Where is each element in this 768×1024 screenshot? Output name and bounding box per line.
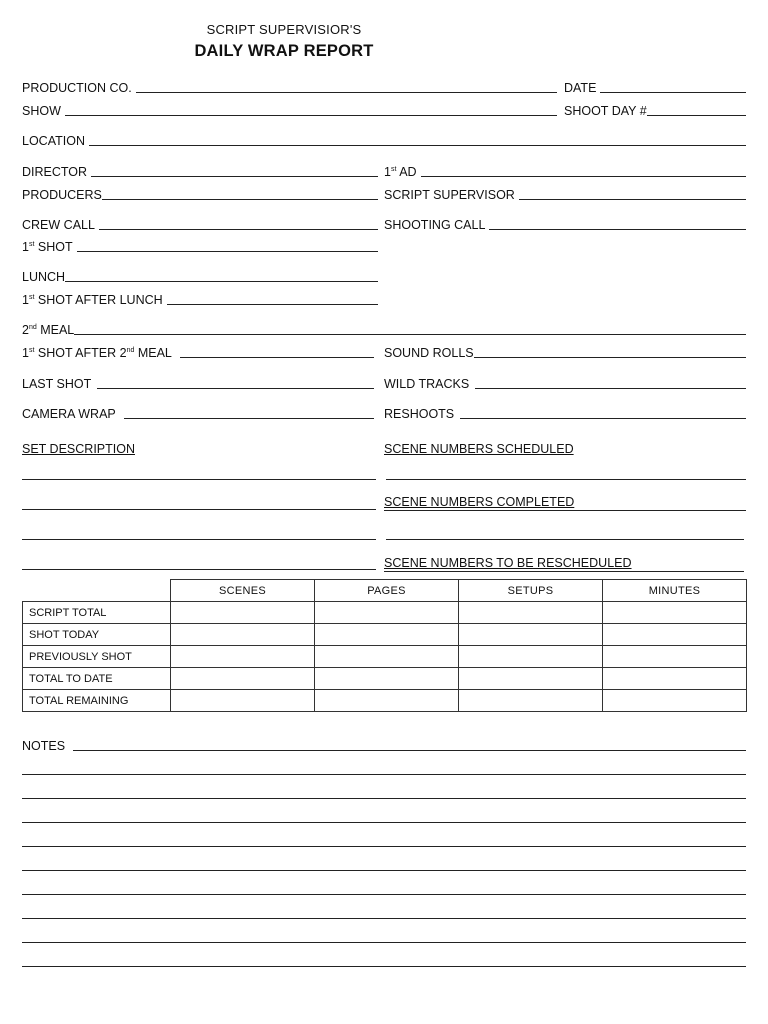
first-ad-field[interactable] xyxy=(384,161,746,179)
first-shot-field[interactable] xyxy=(22,236,378,254)
table-cell[interactable] xyxy=(171,690,315,712)
notes-line[interactable] xyxy=(22,918,746,919)
lunch-label: LUNCH xyxy=(22,270,66,284)
shoot-day-line[interactable] xyxy=(647,115,746,116)
sound-rolls-line[interactable] xyxy=(474,357,746,358)
director-label: DIRECTOR xyxy=(22,165,88,179)
director-line[interactable] xyxy=(91,176,378,177)
scene-numbers-rescheduled-heading: SCENE NUMBERS TO BE RESCHEDULED xyxy=(384,556,744,572)
table-row xyxy=(23,690,747,712)
reshoots-label: RESHOOTS xyxy=(384,407,455,421)
notes-line[interactable] xyxy=(22,942,746,943)
script-supervisor-label: SCRIPT SUPERVISOR xyxy=(384,188,515,202)
shoot-day-field[interactable] xyxy=(564,100,746,118)
first-shot-label: 1st SHOT xyxy=(22,240,73,254)
shoot-day-label: SHOOT DAY # xyxy=(564,104,647,118)
shooting-call-field[interactable] xyxy=(384,214,746,232)
director-field[interactable] xyxy=(22,161,378,179)
reshoots-line[interactable] xyxy=(460,418,746,419)
first-shot-after-2nd-meal-field[interactable] xyxy=(22,342,374,360)
producers-line[interactable] xyxy=(102,199,378,200)
table-cell[interactable] xyxy=(459,602,603,624)
lunch-line[interactable] xyxy=(65,281,378,282)
table-cell[interactable] xyxy=(603,668,747,690)
date-label: DATE xyxy=(564,81,597,95)
table-cell[interactable] xyxy=(459,690,603,712)
table-cell[interactable] xyxy=(603,646,747,668)
set-description-line-2[interactable] xyxy=(22,509,376,510)
production-co-field[interactable] xyxy=(22,77,557,95)
production-co-line[interactable] xyxy=(136,92,557,93)
reshoots-field[interactable] xyxy=(384,403,746,421)
notes-field[interactable] xyxy=(22,735,746,753)
notes-line[interactable] xyxy=(22,822,746,823)
first-ad-label: 1st AD xyxy=(384,165,417,179)
table-cell[interactable] xyxy=(603,602,747,624)
table-cell[interactable] xyxy=(603,624,747,646)
date-line[interactable] xyxy=(600,92,746,93)
last-shot-line[interactable] xyxy=(97,388,374,389)
notes-line[interactable] xyxy=(22,774,746,775)
second-meal-label: 2nd MEAL xyxy=(22,323,75,337)
wild-tracks-line[interactable] xyxy=(475,388,746,389)
table-cell[interactable] xyxy=(171,646,315,668)
set-description-line-3[interactable] xyxy=(22,539,376,540)
set-description-line-1[interactable] xyxy=(22,479,376,480)
crew-call-field[interactable] xyxy=(22,214,378,232)
show-line[interactable] xyxy=(65,115,557,116)
table-cell[interactable] xyxy=(171,668,315,690)
script-supervisor-line[interactable] xyxy=(519,199,746,200)
table-cell[interactable] xyxy=(315,624,459,646)
row-label-shot-today: SHOT TODAY xyxy=(23,624,171,646)
location-label: LOCATION xyxy=(22,134,85,148)
table-cell[interactable] xyxy=(603,690,747,712)
table-cell[interactable] xyxy=(459,668,603,690)
set-description-line-4[interactable] xyxy=(22,569,376,570)
row-label-script-total: SCRIPT TOTAL xyxy=(23,602,171,624)
table-cell[interactable] xyxy=(171,602,315,624)
first-shot-after-lunch-label: 1st SHOT AFTER LUNCH xyxy=(22,293,163,307)
table-cell[interactable] xyxy=(459,624,603,646)
wild-tracks-field[interactable] xyxy=(384,373,746,391)
form-title: DAILY WRAP REPORT xyxy=(194,42,374,60)
second-meal-line[interactable] xyxy=(74,334,746,335)
row-label-previously-shot: PREVIOUSLY SHOT xyxy=(23,646,171,668)
location-line[interactable] xyxy=(89,145,746,146)
lunch-field[interactable] xyxy=(22,266,378,284)
set-description-heading: SET DESCRIPTION xyxy=(22,442,135,456)
first-shot-after-2nd-meal-line[interactable] xyxy=(180,357,374,358)
show-field[interactable] xyxy=(22,100,557,118)
column-header-pages: PAGES xyxy=(315,580,459,602)
producers-label: PRODUCERS xyxy=(22,188,102,202)
column-header-setups: SETUPS xyxy=(459,580,603,602)
notes-line[interactable] xyxy=(22,870,746,871)
notes-line[interactable] xyxy=(22,798,746,799)
notes-line[interactable] xyxy=(22,894,746,895)
first-shot-after-lunch-line[interactable] xyxy=(167,304,378,305)
table-corner xyxy=(23,580,171,602)
wild-tracks-label: WILD TRACKS xyxy=(384,377,470,391)
script-supervisor-field[interactable] xyxy=(384,184,746,202)
scene-numbers-scheduled-heading: SCENE NUMBERS SCHEDULED xyxy=(384,442,574,456)
location-field[interactable] xyxy=(22,130,746,148)
camera-wrap-line[interactable] xyxy=(124,418,374,419)
scheduled-line-1[interactable] xyxy=(386,479,746,480)
first-ad-line[interactable] xyxy=(421,176,746,177)
show-label: SHOW xyxy=(22,104,61,118)
shooting-call-line[interactable] xyxy=(489,229,746,230)
sound-rolls-field[interactable] xyxy=(384,342,746,360)
first-shot-line[interactable] xyxy=(77,251,378,252)
row-label-total-remaining: TOTAL REMAINING xyxy=(23,690,171,712)
last-shot-label: LAST SHOT xyxy=(22,377,92,391)
form-subtitle: SCRIPT SUPERVISIOR'S xyxy=(206,22,362,37)
table-row xyxy=(23,646,747,668)
table-row xyxy=(23,624,747,646)
notes-line[interactable] xyxy=(73,750,746,751)
sound-rolls-label: SOUND ROLLS xyxy=(384,346,474,360)
second-meal-field[interactable] xyxy=(22,319,746,337)
table-cell[interactable] xyxy=(315,602,459,624)
column-header-minutes: MINUTES xyxy=(603,580,747,602)
camera-wrap-label: CAMERA WRAP xyxy=(22,407,116,421)
table-row xyxy=(23,602,747,624)
table-cell[interactable] xyxy=(315,646,459,668)
notes-line[interactable] xyxy=(22,966,746,967)
completed-line-2[interactable] xyxy=(386,539,744,540)
producers-field[interactable] xyxy=(22,184,378,202)
stats-table xyxy=(22,579,747,712)
last-shot-field[interactable] xyxy=(22,373,374,391)
camera-wrap-field[interactable] xyxy=(22,403,374,421)
table-header-row xyxy=(23,580,747,602)
first-shot-after-2nd-meal-label: 1st SHOT AFTER 2nd MEAL xyxy=(22,346,172,360)
table-cell[interactable] xyxy=(315,668,459,690)
production-co-label: PRODUCTION CO. xyxy=(22,81,132,95)
row-label-total-to-date: TOTAL TO DATE xyxy=(23,668,171,690)
date-field[interactable] xyxy=(564,77,746,95)
notes-line[interactable] xyxy=(22,846,746,847)
table-cell[interactable] xyxy=(459,646,603,668)
table-cell[interactable] xyxy=(171,624,315,646)
crew-call-line[interactable] xyxy=(99,229,378,230)
scene-numbers-completed-heading: SCENE NUMBERS COMPLETED xyxy=(384,495,746,511)
crew-call-label: CREW CALL xyxy=(22,218,95,232)
first-shot-after-lunch-field[interactable] xyxy=(22,289,378,307)
shooting-call-label: SHOOTING CALL xyxy=(384,218,486,232)
notes-label: NOTES xyxy=(22,739,66,753)
table-row xyxy=(23,668,747,690)
table-cell[interactable] xyxy=(315,690,459,712)
column-header-scenes: SCENES xyxy=(171,580,315,602)
